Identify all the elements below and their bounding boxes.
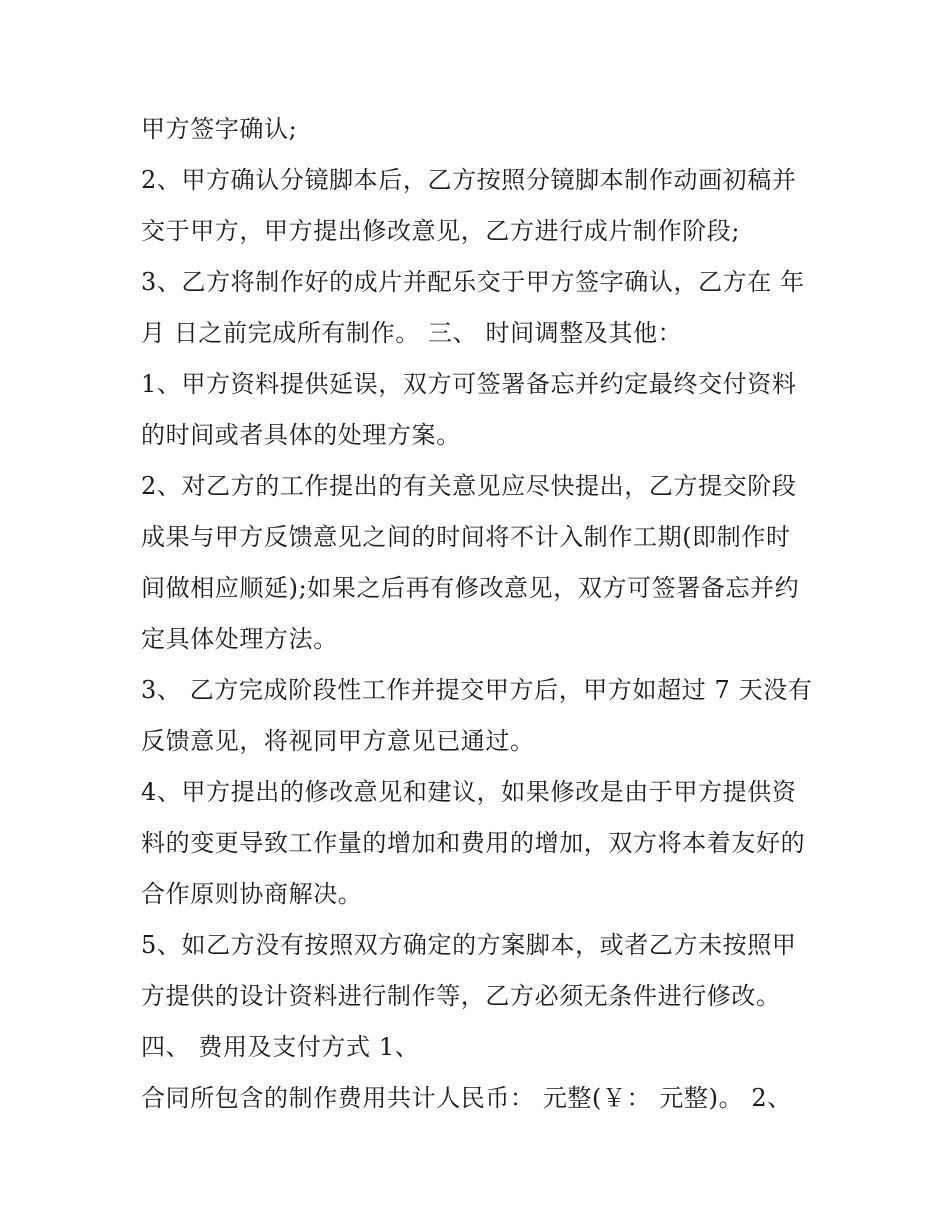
text-line: 合同所包含的制作费用共计人民币： 元整(￥： 元整)。 2、 [141,1084,792,1112]
text-line: 3、 乙方完成阶段性工作并提交甲方后，甲方如超过 7 天没有 [141,676,813,704]
text-line: 料的变更导致工作量的增加和费用的增加，双方将本着友好的 [141,829,806,857]
text-line: 交于甲方，甲方提出修改意见，乙方进行成片制作阶段; [141,217,741,245]
text-line: 1、甲方资料提供延误，双方可签署备忘并约定最终交付资料 [141,370,797,398]
text-line: 四、 费用及支付方式 1、 [141,1033,420,1061]
text-line: 2、对乙方的工作提出的有关意见应尽快提出，乙方提交阶段 [141,472,797,500]
text-line: 间做相应顺延);如果之后再有修改意见，双方可签署备忘并约 [141,574,800,602]
text-line: 甲方签字确认; [141,115,298,143]
text-line: 5、如乙方没有按照双方确定的方案脚本，或者乙方未按照甲 [141,931,797,959]
text-line: 合作原则协商解决。 [141,880,363,908]
text-line: 反馈意见，将视同甲方意见已通过。 [141,727,535,755]
text-line: 3、乙方将制作好的成片并配乐交于甲方签字确认，乙方在 年 [141,268,805,296]
text-line: 方提供的设计资料进行制作等，乙方必须无条件进行修改。 [141,982,781,1010]
text-line: 成果与甲方反馈意见之间的时间将不计入制作工期(即制作时 [141,523,791,551]
text-line: 2、甲方确认分镜脚本后，乙方按照分镜脚本制作动画初稿并 [141,166,797,194]
text-line: 月 日之前完成所有制作。 三、 时间调整及其他： [141,319,683,347]
text-line: 的时间或者具体的处理方案。 [141,421,461,449]
text-line: 4、甲方提出的修改意见和建议，如果修改是由于甲方提供资 [141,778,797,806]
text-line: 定具体处理方法。 [141,625,338,653]
contract-text-body [141,104,841,1124]
